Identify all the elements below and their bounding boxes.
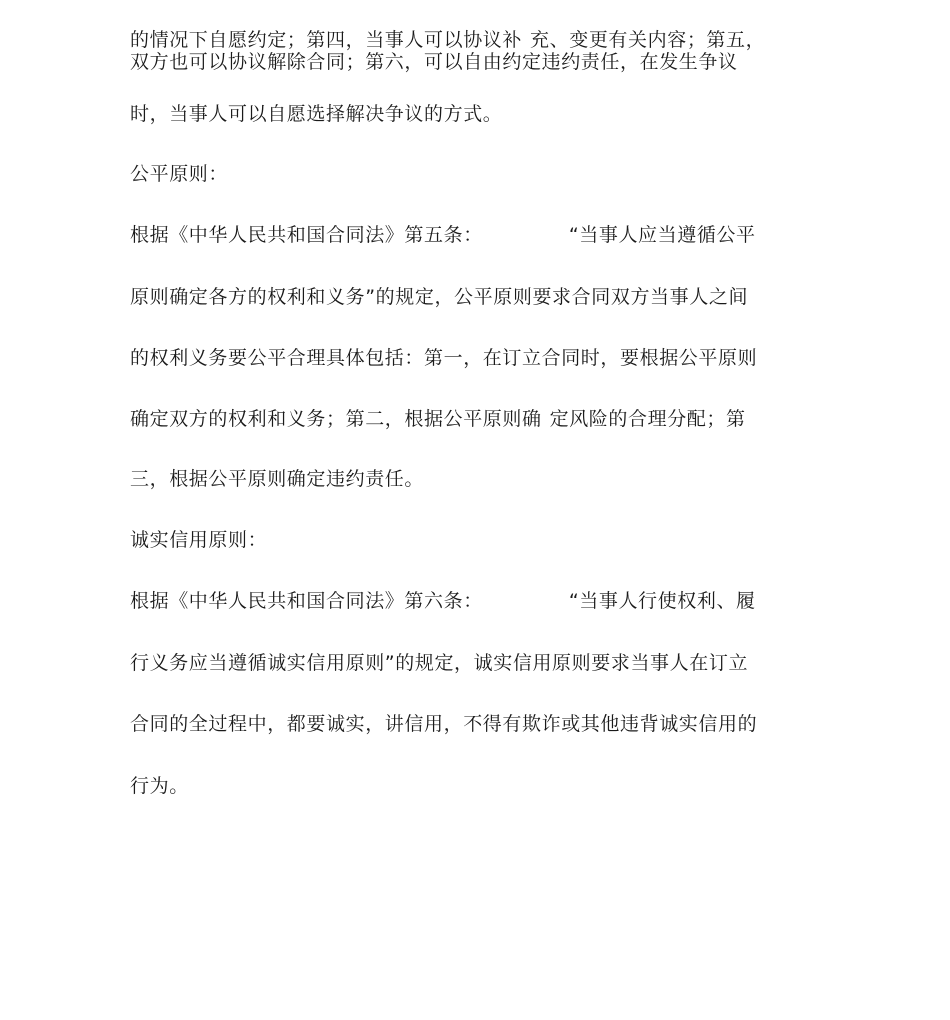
- paragraph-line: [130, 407, 746, 431]
- paragraph-line: [130, 774, 189, 798]
- text-segment: 合同的全过程中，都要诚实，讲信用，不得有欺诈或其他违背诚实信用的: [130, 713, 758, 735]
- text-segment: 行为。: [130, 775, 189, 797]
- heading-text: 诚实信用原则：: [130, 529, 268, 551]
- text-segment: “当事人应当遵循公平: [568, 224, 756, 246]
- text-segment: 行义务应当遵循诚实信用原则”的规定，诚实信用原则要求当事人在订立: [130, 652, 749, 674]
- heading-text: 公平原则：: [130, 163, 229, 185]
- paragraph-line: [130, 712, 757, 736]
- text-segment: 根据《中华人民共和国合同法》第六条：: [130, 590, 483, 612]
- section-heading: [130, 162, 228, 186]
- text-segment: 的权利义务要公平合理具体包括：第一，在订立合同时，要根据公平原则: [130, 347, 758, 369]
- paragraph-line: [130, 28, 765, 52]
- text-segment: 根据《中华人民共和国合同法》第五条：: [130, 224, 483, 246]
- text-segment: 时，当事人可以自愿选择解决争议的方式。: [130, 103, 503, 125]
- paragraph-line: [130, 285, 748, 309]
- text-segment: 定风险的合理分配；第: [549, 408, 746, 430]
- paragraph-line: [130, 50, 738, 74]
- text-segment: 双方也可以协议解除合同；第六，可以自由约定违约责任，在发生争议: [130, 51, 738, 73]
- text-segment: 三，根据公平原则确定违约责任。: [130, 468, 425, 490]
- text-segment: 原则确定各方的权利和义务”的规定，公平原则要求合同双方当事人之间: [130, 286, 749, 308]
- text-segment: 确定双方的权利和义务；第二，根据公平原则确: [130, 408, 542, 430]
- section-heading: [130, 528, 267, 552]
- paragraph-line: [130, 589, 756, 613]
- text-segment: 充、变更有关内容；第五，: [530, 29, 766, 51]
- paragraph-line: [130, 467, 424, 491]
- paragraph-line: [130, 651, 748, 675]
- paragraph-line: [130, 223, 756, 247]
- text-segment: “当事人行使权利、履: [568, 590, 756, 612]
- text-segment: 的情况下自愿约定；第四，当事人可以协议补: [130, 29, 523, 51]
- paragraph-line: [130, 346, 757, 370]
- paragraph-line: [130, 102, 502, 126]
